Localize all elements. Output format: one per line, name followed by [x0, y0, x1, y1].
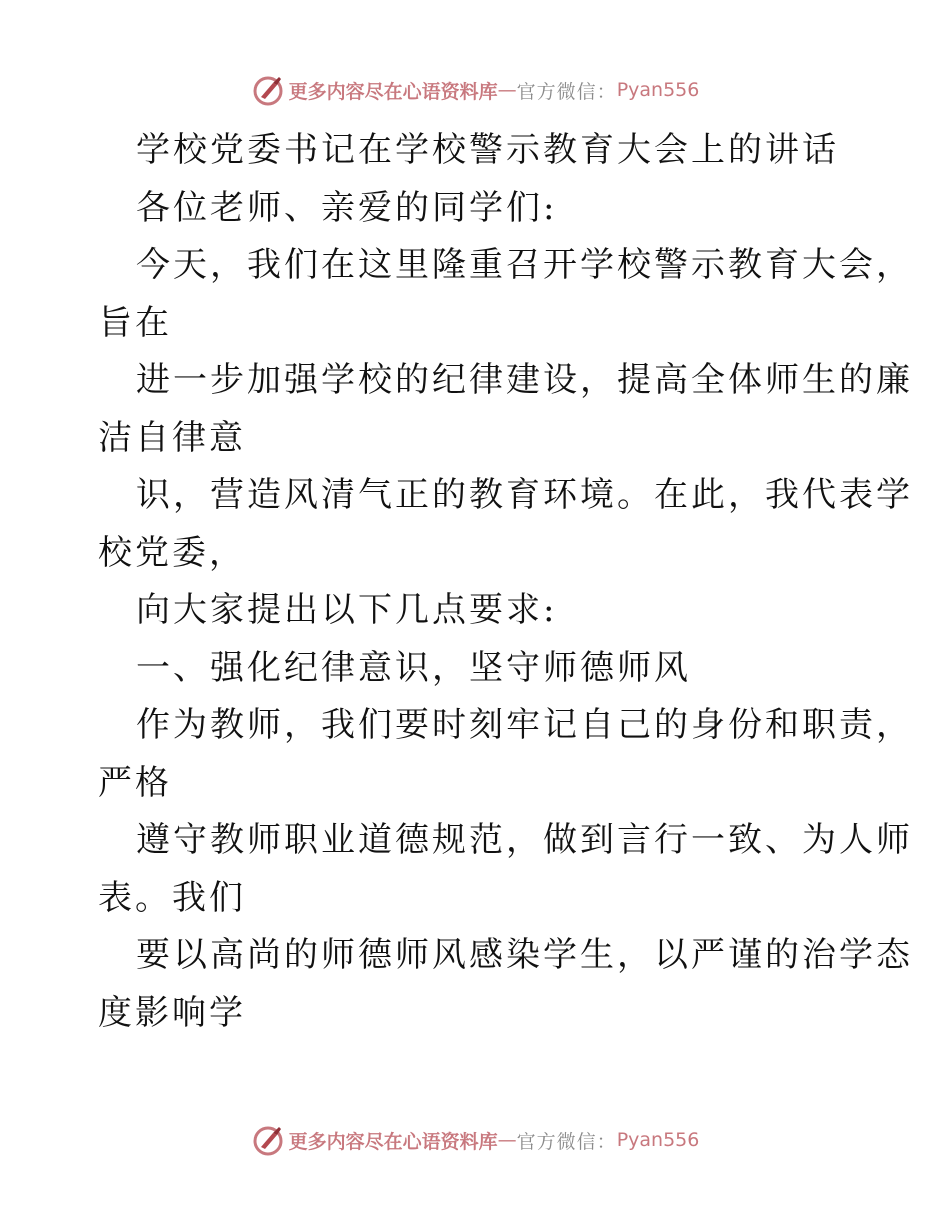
- watermark-wechat-label: 官方微信：: [516, 1130, 617, 1153]
- text-line: 向大家提出以下几点要求:: [136, 590, 558, 630]
- text-line: 今天，我们在这里隆重召开学校警示教育大会，: [136, 245, 913, 285]
- watermark-site-text: 更多内容尽在心语资料库: [288, 80, 498, 103]
- text-line: 作为教师，我们要时刻牢记自己的身份和职责，: [136, 705, 913, 745]
- section-heading: 一、强化纪律意识，坚守师德师风: [136, 647, 691, 688]
- watermark-site-text: 更多内容尽在心语资料库: [288, 1130, 498, 1153]
- watermark-wechat-id: Pyan556: [616, 1129, 700, 1151]
- quill-pen-logo-icon: [251, 1123, 285, 1157]
- header-watermark: [0, 70, 950, 110]
- salutation: 各位老师、亲爱的同学们:: [136, 187, 558, 228]
- watermark-wechat-label: 官方微信：: [516, 80, 617, 103]
- text-line: 识，营造风清气正的教育环境。在此，我代表学: [136, 475, 913, 515]
- watermark-wechat-id: Pyan556: [616, 79, 700, 101]
- text-line: 表。我们: [98, 877, 246, 918]
- text-line: 度影响学: [98, 992, 246, 1033]
- text-line: 旨在: [98, 302, 172, 343]
- text-line: 校党委，: [98, 532, 246, 573]
- text-line: 严格: [98, 762, 172, 803]
- footer-watermark: [0, 1120, 950, 1160]
- text-line: 要以高尚的师德师风感染学生，以严谨的治学态: [136, 935, 913, 975]
- text-line: 洁自律意: [98, 417, 246, 458]
- text-line: 遵守教师职业道德规范，做到言行一致、为人师: [136, 820, 913, 860]
- document-title: 学校党委书记在学校警示教育大会上的讲话: [136, 130, 839, 170]
- watermark-separator: —: [497, 1129, 517, 1151]
- watermark-separator: —: [497, 79, 517, 101]
- text-line: 进一步加强学校的纪律建设，提高全体师生的廉: [136, 360, 913, 400]
- quill-pen-logo-icon: [251, 73, 285, 107]
- document-body: [98, 122, 913, 1042]
